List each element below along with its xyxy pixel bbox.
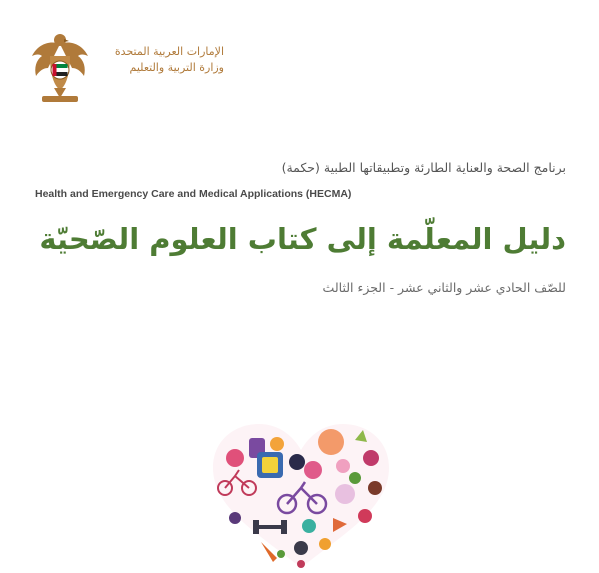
uae-emblem-icon xyxy=(28,30,92,104)
heart-illustration-icon xyxy=(205,418,397,573)
ministry-name xyxy=(104,44,224,76)
book-title: دليل المعلّمة إلى كتاب العلوم الصّحيّة xyxy=(39,222,566,256)
program-name-arabic: برنامج الصحة والعناية الطارئة وتطبيقاتها الطبية (حكمة) xyxy=(281,160,566,175)
ministry-line-2: وزارة التربية والتعليم xyxy=(129,61,224,74)
program-name-english: Health and Emergency Care and Medical Applications (HECMA) xyxy=(35,188,352,200)
ministry-line-1: الإمارات العربية المتحدة xyxy=(114,45,224,58)
book-subtitle: للصّف الحادي عشر والثاني عشر - الجزء الثالث xyxy=(322,280,566,295)
